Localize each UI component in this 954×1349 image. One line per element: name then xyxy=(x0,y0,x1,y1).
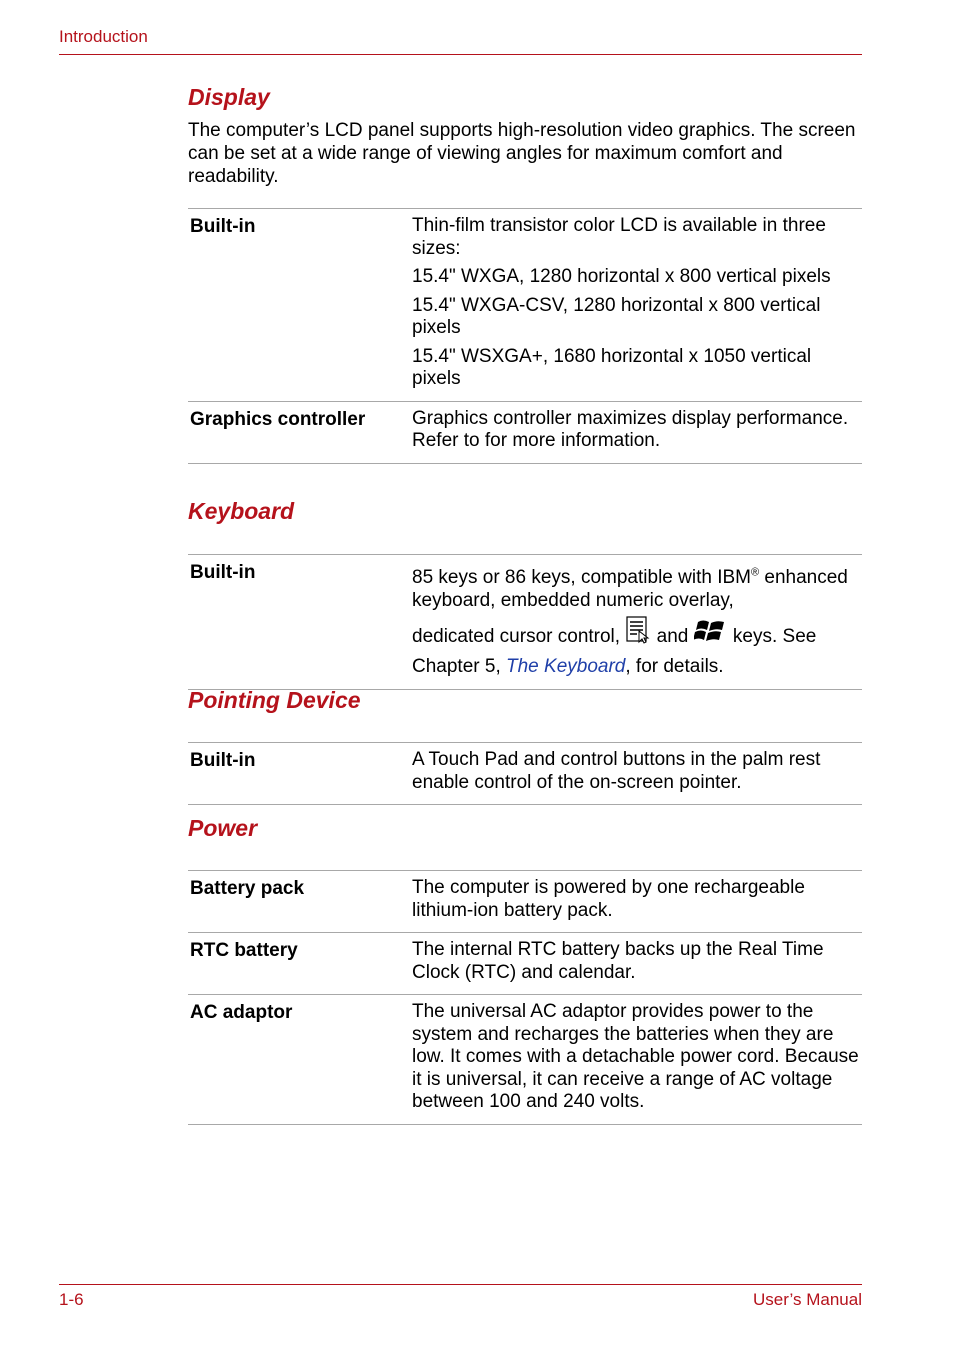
section-title-keyboard: Keyboard xyxy=(188,498,295,524)
display-spec-table xyxy=(188,208,862,464)
description-line: 15.4" WSXGA+, 1680 horizontal x 1050 vertical pixels xyxy=(412,345,812,389)
pointing-spec-table xyxy=(188,742,862,805)
description-text: keys. See xyxy=(732,626,817,648)
description-text: and xyxy=(656,626,689,648)
manual-title: User’s Manual xyxy=(753,1290,862,1309)
row-description xyxy=(412,215,862,391)
running-header: Introduction xyxy=(59,27,148,46)
table-row xyxy=(188,870,862,932)
power-spec-table xyxy=(188,870,862,1125)
display-intro-paragraph: The computer’s LCD panel supports high-resolution video graphics. The screen can be set at a wide range of viewing angles for maximum comfort and readability. xyxy=(188,120,856,187)
row-label: AC adaptor xyxy=(190,1002,293,1023)
windows-key-icon xyxy=(694,616,728,654)
registered-mark: ® xyxy=(750,566,760,579)
table-row xyxy=(188,994,862,1125)
description-line: 15.4" WXGA, 1280 horizontal x 800 vertical pixels xyxy=(412,266,831,287)
row-description xyxy=(412,408,862,453)
description-text: enhanced keyboard, embedded numeric overlay, xyxy=(412,567,848,611)
row-description: A Touch Pad and control buttons in the palm rest enable control of the on-screen pointer. xyxy=(412,749,821,793)
description-line: 15.4" WXGA-CSV, 1280 horizontal x 800 vertical pixels xyxy=(412,294,821,338)
row-label: Battery pack xyxy=(190,878,305,899)
section-title-power: Power xyxy=(188,815,258,841)
table-row xyxy=(188,554,862,690)
chapter-link[interactable]: The Keyboard xyxy=(506,656,626,677)
keyboard-spec-table xyxy=(188,554,862,690)
table-row xyxy=(188,742,862,805)
row-description: The universal AC adaptor provides power to the system and recharges the batteries when they are low. It comes with a detachable power cord. Because it is universal, it can receive a range of AC voltage between 100 and 240 volts. xyxy=(412,1001,859,1112)
row-description: The computer is powered by one rechargeable lithium-ion battery pack. xyxy=(412,877,805,921)
row-description: The internal RTC battery backs up the Real Time Clock (RTC) and calendar. xyxy=(412,939,824,983)
table-row xyxy=(188,208,862,401)
application-key-icon xyxy=(625,616,651,654)
description-line: Thin-film transistor color LCD is available in three sizes: xyxy=(412,215,826,259)
description-text: dedicated cursor control, xyxy=(412,626,621,648)
description-line xyxy=(412,656,862,679)
footer-divider xyxy=(59,1284,862,1285)
row-label: Graphics controller xyxy=(190,408,366,430)
description-text: Chapter 5, xyxy=(412,656,506,677)
row-label: Built-in xyxy=(190,562,256,583)
description-text: , for details. xyxy=(625,656,724,677)
header-divider xyxy=(59,54,862,55)
table-row xyxy=(188,401,862,464)
row-label: Built-in xyxy=(190,750,256,771)
row-description xyxy=(412,561,862,679)
row-label: RTC battery xyxy=(190,940,298,961)
description-text: 85 keys or 86 keys, compatible with IBM xyxy=(412,567,751,588)
description-line xyxy=(412,567,862,612)
row-label: Built-in xyxy=(190,216,256,237)
description-line: Graphics controller maximizes display performance. Refer to for more information. xyxy=(412,407,849,451)
section-title-pointing-device: Pointing Device xyxy=(188,687,361,713)
section-title-display: Display xyxy=(188,84,270,110)
table-row xyxy=(188,932,862,994)
description-line xyxy=(412,618,862,656)
page-number: 1-6 xyxy=(59,1290,84,1309)
